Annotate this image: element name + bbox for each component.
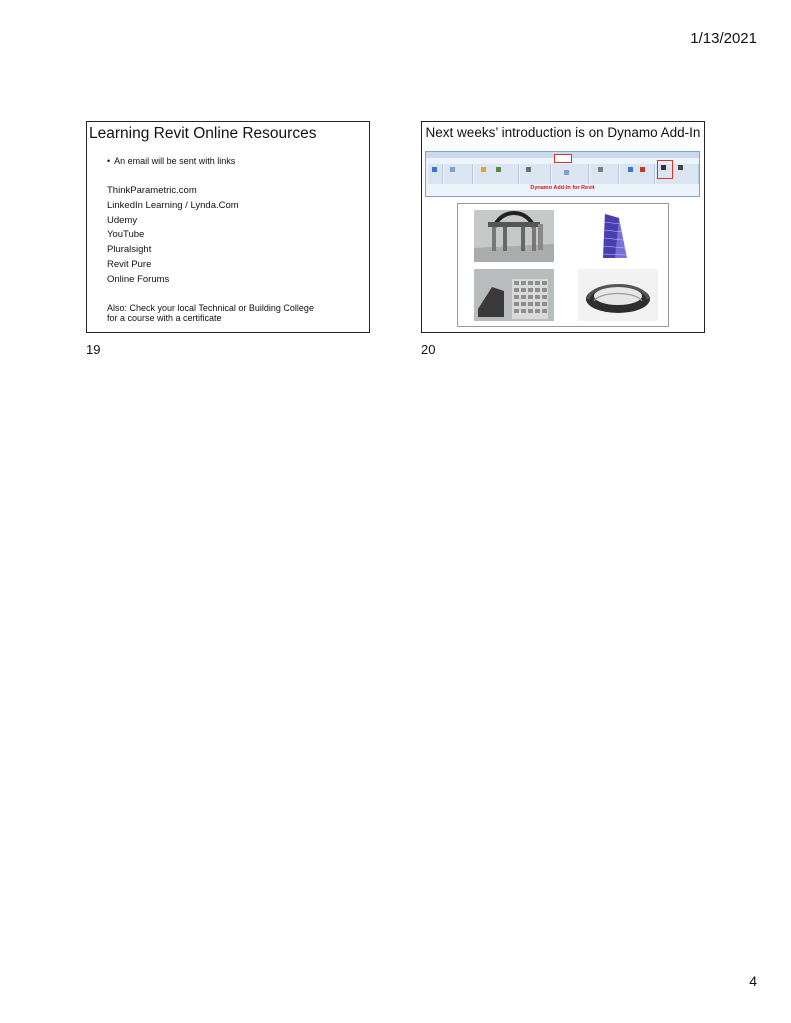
resource-item: Online Forums	[107, 273, 170, 285]
ribbon-group	[552, 164, 589, 184]
ribbon-group	[520, 164, 551, 184]
resource-item: Revit Pure	[107, 258, 152, 270]
slide-19-note	[107, 303, 357, 323]
resource-list	[107, 184, 239, 288]
slide-20	[421, 121, 705, 333]
arched-pavilion-image	[474, 210, 554, 262]
curved-roof-image	[578, 269, 658, 321]
ribbon-group	[444, 164, 473, 184]
note-line: for a course with a certificate	[107, 313, 222, 323]
slide-19-title: Learning Revit Online Resources	[89, 125, 317, 142]
tool-icon	[598, 167, 603, 172]
bullet-icon: •	[107, 156, 111, 166]
panel-facade-image	[474, 269, 554, 321]
resource-item: LinkedIn Learning / Lynda.Com	[107, 199, 239, 211]
resource-item: YouTube	[107, 229, 145, 241]
dynamo-player-icon	[678, 165, 683, 170]
tool-icon	[481, 167, 486, 172]
revit-ribbon-screenshot	[425, 151, 700, 197]
resource-item: Udemy	[107, 214, 138, 226]
tool-icon	[564, 170, 569, 175]
slide-20-title: Next weeks’ introduction is on Dynamo Add-In	[425, 125, 701, 140]
ribbon-active-tab	[554, 154, 572, 163]
tool-icon	[628, 167, 633, 172]
modify-icon	[432, 167, 437, 172]
dynamo-highlight-box	[657, 160, 673, 179]
slide-19-bullet	[107, 156, 235, 166]
twisted-tower-image	[575, 210, 655, 262]
tool-icon	[450, 167, 455, 172]
page-date: 1/13/2021	[690, 30, 757, 47]
ribbon-caption: Dynamo Add-In for Revit	[530, 185, 595, 191]
bullet-text: An email will be sent with links	[114, 156, 236, 166]
tool-icon	[526, 167, 531, 172]
ribbon-group	[590, 164, 619, 184]
tool-icon	[496, 167, 501, 172]
slide-19-number: 19	[86, 342, 101, 357]
slide-20-number: 20	[421, 342, 436, 357]
tool-icon	[640, 167, 645, 172]
page-number: 4	[749, 973, 757, 989]
note-line: Also: Check your local Technical or Building College	[107, 303, 314, 313]
slide-19	[86, 121, 370, 333]
ribbon-group	[620, 164, 655, 184]
dynamo-examples-gallery	[457, 203, 669, 327]
resource-item: Pluralsight	[107, 244, 152, 256]
resource-item: ThinkParametric.com	[107, 185, 197, 196]
